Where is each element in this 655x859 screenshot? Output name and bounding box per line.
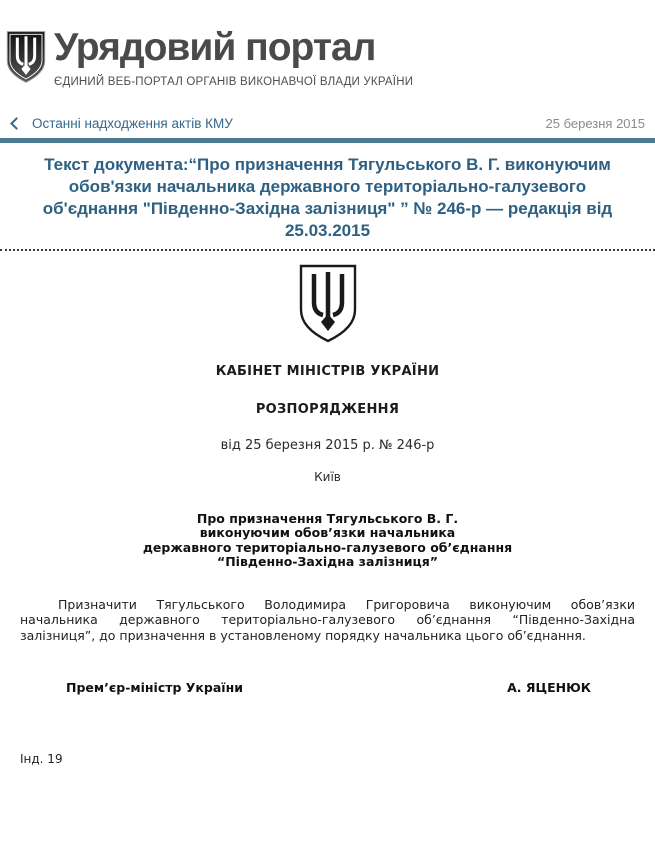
doc-title-line: обов'язки начальника державного територіально-галузевого <box>68 176 587 196</box>
subject-line: державного територіально-галузевого об’єднання <box>142 539 513 555</box>
header-text <box>54 28 413 88</box>
back-link-label: Останні надходження актів КМУ <box>32 115 233 131</box>
document-page-title <box>22 154 633 242</box>
subject-line: “Південно-Західна залізниця” <box>217 554 438 570</box>
document-content <box>0 264 655 767</box>
breadcrumb-bar <box>0 116 655 131</box>
portal-subtitle: ЄДИНИЙ ВЕБ-ПОРТАЛ ОРГАНІВ ВИКОНАВЧОЇ ВЛАДИ УКРАЇНИ <box>54 75 414 88</box>
issuing-body: КАБІНЕТ МІНІСТРІВ УКРАЇНИ <box>215 363 440 379</box>
document-subject <box>0 512 655 570</box>
doc-title-line: об'єднання "Південно-Західна залізниця" ” № 246-р — редакція від <box>42 198 613 218</box>
document-city: Київ <box>314 469 341 484</box>
site-header <box>0 0 655 88</box>
ukraine-trident-logo-icon <box>6 28 46 86</box>
ukraine-coat-of-arms-icon <box>297 264 359 344</box>
dotted-separator <box>0 249 655 251</box>
back-link-latest-acts[interactable] <box>12 116 233 131</box>
header-divider-bar <box>0 138 655 143</box>
chevron-left-icon <box>10 118 23 131</box>
document-body-paragraph: Призначити Тягульського Володимира Григоровича виконуючим обов’язки начальника державного територіально-галузевого об’єднання “Південно-Західна залізниця”, до призначення в установленому порядку начальника цього об’єднання. <box>20 596 635 643</box>
signatory-title: Прем’єр-міністр України <box>66 680 243 696</box>
document-index: Інд. 19 <box>20 752 63 767</box>
document-type: РОЗПОРЯДЖЕННЯ <box>255 401 400 417</box>
portal-title: Урядовий портал <box>54 26 376 69</box>
document-date-number: від 25 березня 2015 р. № 246-р <box>220 437 435 453</box>
subject-line: Про призначення Тягульського В. Г. <box>196 510 459 526</box>
page-date: 25 березня 2015 <box>545 115 645 131</box>
signature-row <box>66 680 591 695</box>
doc-title-line: 25.03.2015 <box>284 220 371 240</box>
signatory-name: А. ЯЦЕНЮК <box>507 680 591 696</box>
subject-line: виконуючим обов’язки начальника <box>199 525 456 541</box>
doc-title-line: Текст документа:“Про призначення Тягульського В. Г. виконуючим <box>44 154 611 174</box>
